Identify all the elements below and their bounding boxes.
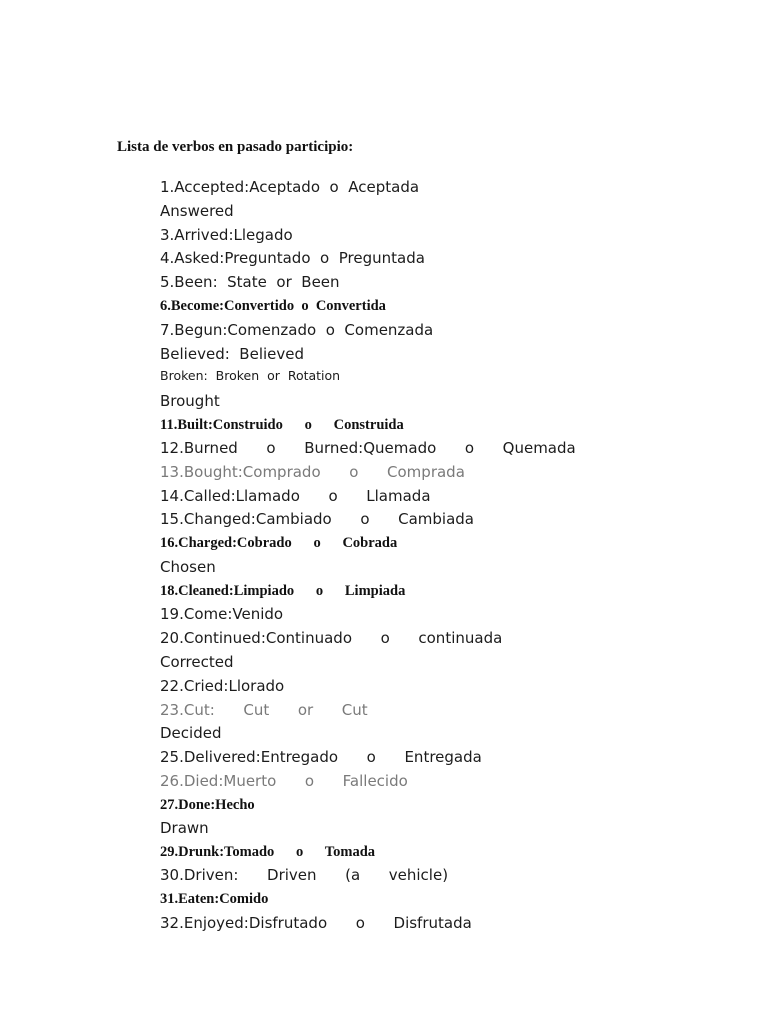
list-item: 25.Delivered:Entregado o Entregada bbox=[160, 748, 482, 766]
list-item: 19.Come:Venido bbox=[160, 605, 284, 623]
list-item: Brought bbox=[160, 392, 220, 410]
list-item: 11.Built:Construido o Construida bbox=[160, 417, 404, 433]
list-heading: Lista de verbos en pasado participio: bbox=[117, 139, 354, 155]
list-item: 4.Asked:Preguntado o Preguntada bbox=[160, 249, 425, 267]
list-item: Decided bbox=[160, 724, 222, 742]
list-item: 27.Done:Hecho bbox=[160, 797, 255, 813]
list-item: Broken: Broken or Rotation bbox=[160, 368, 341, 383]
list-item: 16.Charged:Cobrado o Cobrada bbox=[160, 535, 398, 551]
list-item: 3.Arrived:Llegado bbox=[160, 226, 293, 244]
list-item: 15.Changed:Cambiado o Cambiada bbox=[160, 510, 474, 528]
list-item: Answered bbox=[160, 202, 234, 220]
list-item: Corrected bbox=[160, 653, 234, 671]
list-item: 13.Bought:Comprado o Comprada bbox=[160, 463, 465, 481]
list-item: 26.Died:Muerto o Fallecido bbox=[160, 772, 408, 790]
list-item: 32.Enjoyed:Disfrutado o Disfrutada bbox=[160, 914, 472, 932]
list-item: Believed: Believed bbox=[160, 345, 305, 363]
list-item: 6.Become:Convertido o Convertida bbox=[160, 298, 386, 314]
list-item: 5.Been: State or Been bbox=[160, 273, 340, 291]
list-item: 30.Driven: Driven (a vehicle) bbox=[160, 866, 449, 884]
list-item: 14.Called:Llamado o Llamada bbox=[160, 487, 431, 505]
list-item: 29.Drunk:Tomado o Tomada bbox=[160, 844, 376, 860]
list-item: 22.Cried:Llorado bbox=[160, 677, 285, 695]
list-item: 23.Cut: Cut or Cut bbox=[160, 701, 368, 719]
list-item: 1.Accepted:Aceptado o Aceptada bbox=[160, 178, 420, 196]
list-item: Drawn bbox=[160, 819, 209, 837]
list-item: 20.Continued:Continuado o continuada bbox=[160, 629, 503, 647]
list-item: 18.Cleaned:Limpiado o Limpiada bbox=[160, 583, 406, 599]
list-item: 31.Eaten:Comido bbox=[160, 891, 269, 907]
list-item: Chosen bbox=[160, 558, 216, 576]
list-item: 12.Burned o Burned:Quemado o Quemada bbox=[160, 439, 576, 457]
list-item: 7.Begun:Comenzado o Comenzada bbox=[160, 321, 434, 339]
